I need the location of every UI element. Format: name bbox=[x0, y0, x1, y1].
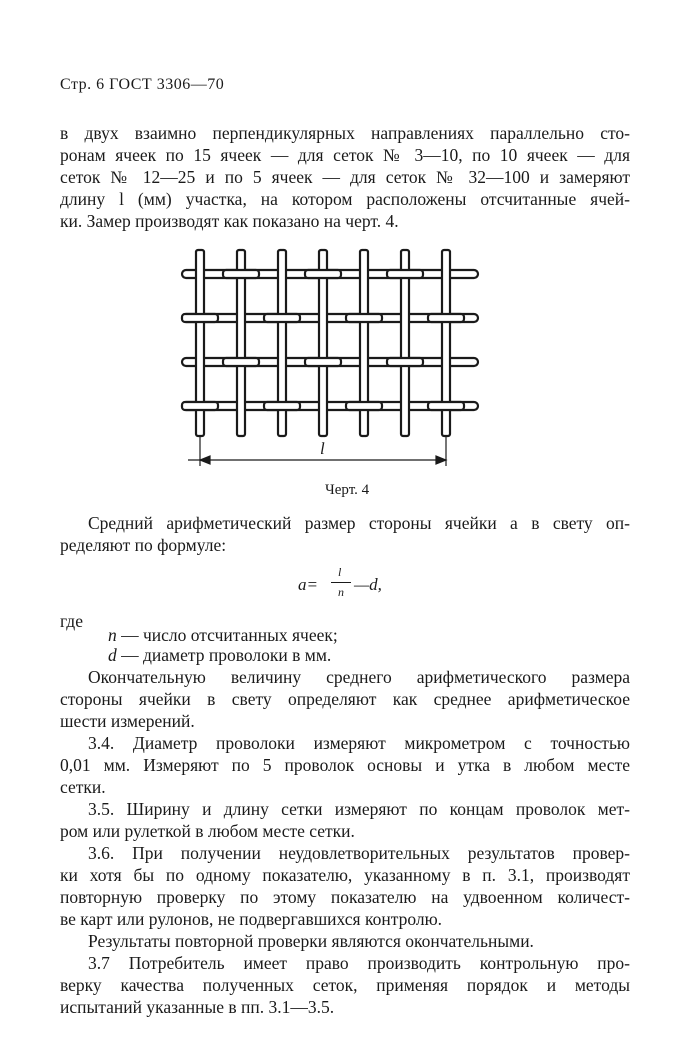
text-line: ве карт или рулонов, не подвергавшихся контролю. bbox=[60, 909, 443, 929]
text-line: шести измерений. bbox=[60, 711, 195, 731]
text-line: ром или рулеткой в любом месте сетки. bbox=[60, 821, 355, 841]
text-line: 3.7 Потребитель имеет право производить контрольную про- bbox=[88, 953, 630, 973]
formula-numerator: l bbox=[338, 565, 342, 579]
text-line: 0,01 мм. Измеряют по 5 проволок основы и утка в любом месте bbox=[60, 755, 630, 775]
text-line: Средний арифметический размер стороны ячейки a в свету оп- bbox=[88, 513, 630, 533]
legend-item bbox=[108, 645, 331, 666]
text-line: сеток № 12—25 и по 5 ячеек — для сеток № 32—100 и замеряют bbox=[60, 167, 630, 187]
text-line: ределяют по формуле: bbox=[60, 535, 227, 555]
text-line: ки. Замер производят как показано на черт. 4. bbox=[60, 211, 399, 231]
text-line: повторную проверку по этому показателю на удвоенном количест- bbox=[60, 887, 630, 907]
text-line: длину l (мм) участка, на котором расположены отсчитанные ячей- bbox=[60, 189, 630, 209]
formula-denominator: n bbox=[338, 585, 344, 599]
figure-caption: Черт. 4 bbox=[325, 482, 370, 498]
text-line: в двух взаимно перпендикулярных направлениях параллельно сто- bbox=[60, 123, 630, 143]
arrow-right-icon bbox=[436, 456, 446, 464]
text-line: Окончательную величину среднего арифметического размера bbox=[88, 667, 630, 687]
text-line: 3.6. При получении неудовлетворительных результатов провер- bbox=[88, 843, 630, 863]
legend-text: — число отсчитанных ячеек; bbox=[116, 625, 338, 645]
text-line: стороны ячейки в свету определяют как среднее арифметическое bbox=[60, 689, 630, 709]
formula-rest: —d, bbox=[354, 575, 382, 594]
text-line: верку качества полученных сеток, применяя порядок и методы bbox=[60, 975, 630, 995]
text-line: Результаты повторной проверки являются окончательными. bbox=[88, 931, 534, 951]
legend-symbol: d bbox=[108, 645, 117, 665]
mesh-size-formula bbox=[298, 565, 418, 605]
weft-wires bbox=[182, 270, 478, 410]
dimension-label: l bbox=[320, 439, 325, 458]
text-line: 3.4. Диаметр проволоки измеряют микрометром с точностью bbox=[88, 733, 630, 753]
page-header: Стр. 6 ГОСТ 3306—70 bbox=[60, 76, 225, 93]
text-line: ки хотя бы по одному показателю, указанному в п. 3.1, производят bbox=[60, 865, 630, 885]
text-line: сетки. bbox=[60, 777, 106, 797]
arrow-left-icon bbox=[200, 456, 210, 464]
wire-mesh-figure bbox=[180, 244, 480, 476]
dimension-line bbox=[188, 436, 446, 466]
text-line: испытаний указанные в пп. 3.1—3.5. bbox=[60, 997, 335, 1017]
legend-symbol: n bbox=[108, 625, 117, 645]
formula-lhs: a= bbox=[298, 575, 318, 594]
legend-text: — диаметр проволоки в мм. bbox=[116, 645, 332, 665]
text-line: 3.5. Ширину и длину сетки измеряют по концам проволок мет- bbox=[88, 799, 630, 819]
fraction-bar bbox=[331, 582, 351, 583]
where-label: где bbox=[60, 611, 83, 631]
legend-item bbox=[108, 625, 338, 646]
text-line: ронам ячеек по 15 ячеек — для сеток № 3—10, по 10 ячеек — для bbox=[60, 145, 630, 165]
